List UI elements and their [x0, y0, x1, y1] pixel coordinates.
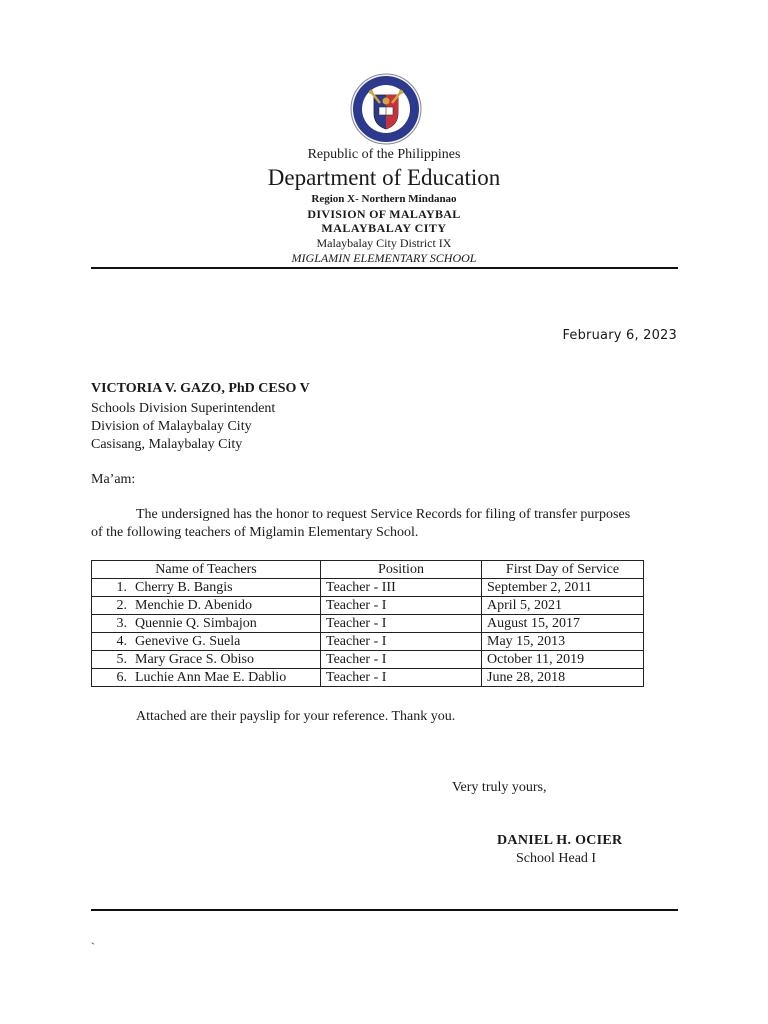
position-cell: Teacher - I: [321, 597, 482, 615]
date-cell: April 5, 2021: [482, 597, 644, 615]
header-position: Position: [321, 561, 482, 579]
position-cell: Teacher - I: [321, 633, 482, 651]
salutation: Ma’am:: [91, 472, 136, 487]
teacher-name: Menchie D. Abenido: [135, 598, 253, 613]
footer-divider: [91, 909, 678, 911]
table-row: [92, 651, 644, 669]
table-row: [92, 669, 644, 687]
teacher-name-cell: [92, 579, 321, 597]
position-cell: Teacher - I: [321, 615, 482, 633]
row-number: 5.: [116, 652, 127, 667]
deped-seal-logo: [350, 73, 422, 145]
teachers-table: [91, 560, 644, 687]
recipient-name: VICTORIA V. GAZO, PhD CESO V: [91, 381, 310, 396]
header-divider: [91, 267, 678, 269]
table-row: [92, 597, 644, 615]
position-cell: Teacher - I: [321, 669, 482, 687]
teacher-name-cell: [92, 615, 321, 633]
teacher-name-cell: [92, 651, 321, 669]
body-line-1: The undersigned has the honor to request Service Records for filing of transfer purposes: [136, 507, 631, 522]
letter-date: February 6, 2023: [562, 328, 677, 343]
recipient-title: Schools Division Superintendent: [91, 401, 276, 416]
header-name: Name of Teachers: [92, 561, 321, 579]
teacher-name-cell: [92, 597, 321, 615]
footer-mark: `: [91, 940, 95, 954]
teacher-name-cell: [92, 633, 321, 651]
row-number: 3.: [116, 616, 127, 631]
division-line: DIVISION OF MALAYBAL: [307, 207, 461, 221]
position-cell: Teacher - I: [321, 651, 482, 669]
teacher-name: Luchie Ann Mae E. Dablio: [135, 670, 287, 685]
teacher-name-cell: [92, 669, 321, 687]
table-header-row: [92, 561, 644, 579]
date-cell: October 11, 2019: [482, 651, 644, 669]
district-line: Malaybalay City District IX: [316, 236, 452, 250]
teacher-name: Cherry B. Bangis: [135, 580, 233, 595]
header-first-day: First Day of Service: [482, 561, 644, 579]
region-line: Region X- Northern Mindanao: [311, 193, 457, 205]
date-cell: May 15, 2013: [482, 633, 644, 651]
closing-note: Attached are their payslip for your reference. Thank you.: [136, 709, 456, 724]
recipient-address: Casisang, Malaybalay City: [91, 437, 243, 452]
body-line-2: of the following teachers of Miglamin Elementary School.: [91, 525, 419, 540]
row-number: 6.: [116, 670, 127, 685]
position-cell: Teacher - III: [321, 579, 482, 597]
table-row: [92, 633, 644, 651]
table-row: [92, 615, 644, 633]
signatory-name: DANIEL H. OCIER: [497, 833, 623, 848]
table-row: [92, 579, 644, 597]
date-cell: August 15, 2017: [482, 615, 644, 633]
teacher-name: Mary Grace S. Obiso: [135, 652, 254, 667]
date-cell: September 2, 2011: [482, 579, 644, 597]
teacher-name: Genevive G. Suela: [135, 634, 241, 649]
signatory-title: School Head I: [516, 851, 597, 866]
republic-line: Republic of the Philippines: [307, 147, 461, 162]
teacher-name: Quennie Q. Simbajon: [135, 616, 257, 631]
complimentary-close: Very truly yours,: [452, 780, 547, 795]
school-line: MIGLAMIN ELEMENTARY SCHOOL: [291, 251, 477, 265]
row-number: 4.: [116, 634, 127, 649]
department-title: Department of Education: [267, 165, 501, 190]
city-line: MALAYBALAY CITY: [321, 221, 447, 235]
date-cell: June 28, 2018: [482, 669, 644, 687]
row-number: 2.: [116, 598, 127, 613]
row-number: 1.: [116, 580, 127, 595]
recipient-division: Division of Malaybalay City: [91, 419, 252, 434]
